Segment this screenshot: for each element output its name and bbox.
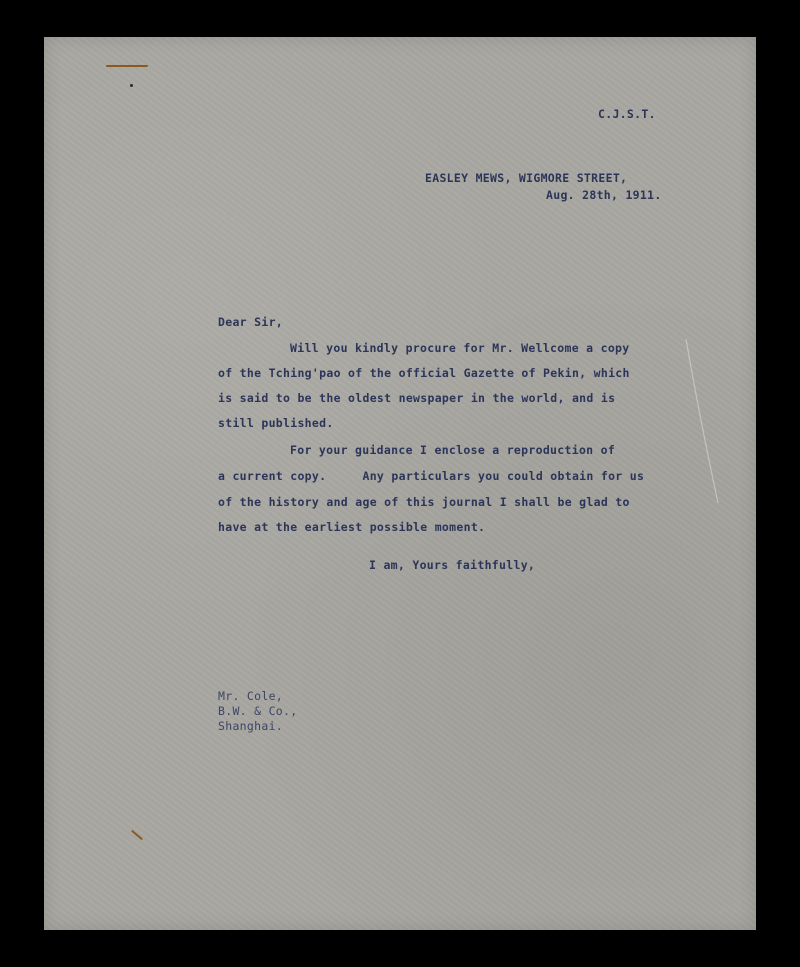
body-line: have at the earliest possible moment. — [218, 520, 486, 534]
ink-speck — [130, 84, 133, 87]
body-line: a current copy. Any particulars you could obtain for us — [218, 469, 645, 483]
body-line: For your guidance I enclose a reproduction of — [290, 443, 616, 457]
sender-address: EASLEY MEWS, WIGMORE STREET, — [425, 171, 628, 185]
staple-mark-bottom — [131, 830, 143, 841]
body-line: of the Tching'pao of the official Gazette of Pekin, which — [218, 366, 630, 380]
recipient-name: Mr. Cole, — [218, 689, 284, 703]
body-line: still published. — [218, 416, 334, 430]
body-line: is said to be the oldest newspaper in the world, and is — [218, 391, 616, 405]
letter-sheet — [44, 37, 756, 930]
closing: I am, Yours faithfully, — [369, 558, 536, 572]
recipient-city: Shanghai. — [218, 719, 284, 733]
paper-crease — [684, 337, 724, 507]
letter-date: Aug. 28th, 1911. — [546, 188, 662, 202]
staple-mark-top — [106, 65, 148, 67]
recipient-company: B.W. & Co., — [218, 704, 298, 718]
reference-initials: C.J.S.T. — [598, 107, 656, 121]
body-line: of the history and age of this journal I shall be glad to — [218, 495, 630, 509]
salutation: Dear Sir, — [218, 315, 284, 329]
body-line: Will you kindly procure for Mr. Wellcome a copy — [290, 341, 630, 355]
